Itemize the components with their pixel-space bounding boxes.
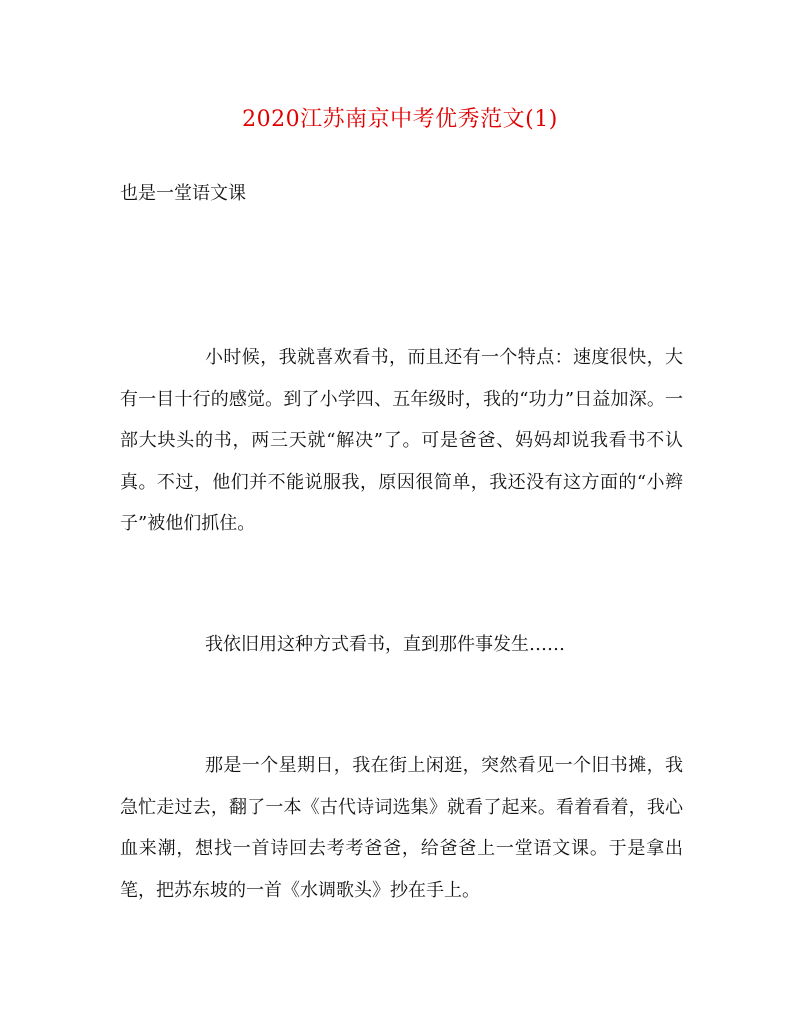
paragraph-2: 我依旧用这种方式看书，直到那件事发生…… — [205, 634, 565, 655]
paragraph-3: 那是一个星期日，我在街上闲逛，突然看见一个旧书摊，我急忙走过去，翻了一本《古代诗词选集》就看了起来。看着看着，我心血来潮，想找一首诗回去考考爸爸，给爸爸上一堂语文课。于是拿出笔，把苏东坡的一首《水调歌头》抄在手上。 — [120, 755, 683, 901]
document-subtitle: 也是一堂语文课 — [120, 183, 246, 204]
document-title: 2020江苏南京中考优秀范文(1) — [242, 107, 558, 132]
paragraph-1: 小时候，我就喜欢看书，而且还有一个特点：速度很快，大有一目十行的感觉。到了小学四、五年级时，我的“功力”日益加深。一部大块头的书，两三天就“解决”了。可是爸爸、妈妈却说我看书不认真。不过，他们并不能说服我，原因很简单，我还没有这方面的“小辫子”被他们抓住。 — [120, 347, 683, 534]
